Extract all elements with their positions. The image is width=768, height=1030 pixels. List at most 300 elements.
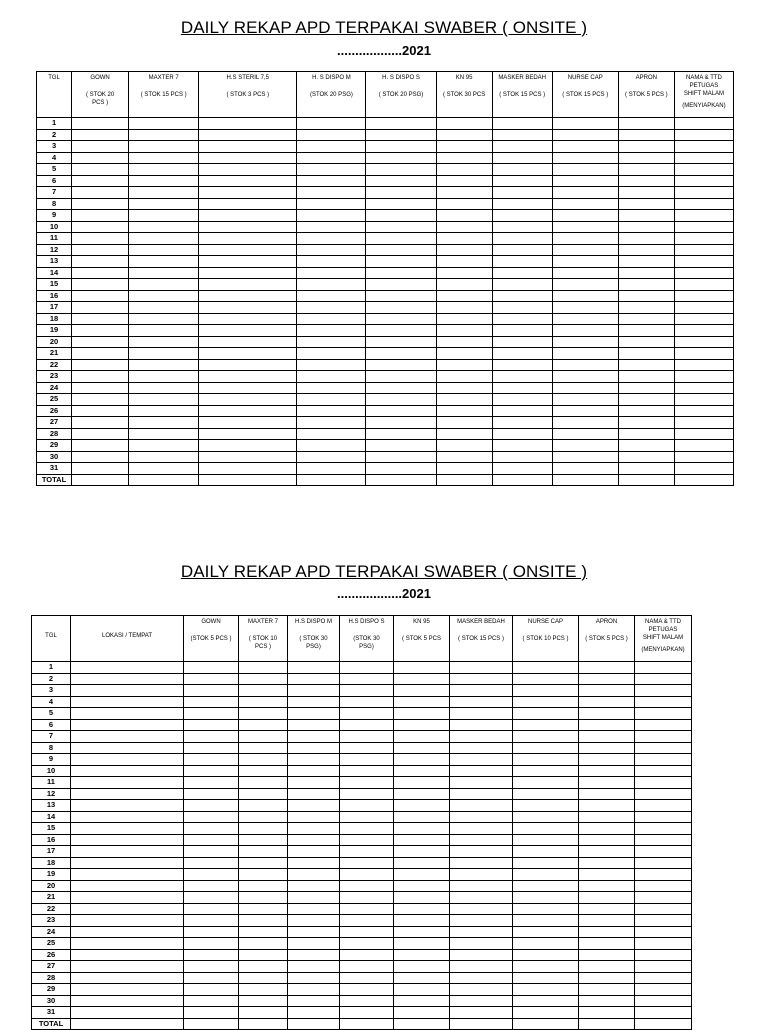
- entry-cell[interactable]: [239, 811, 288, 823]
- entry-cell[interactable]: [366, 244, 436, 256]
- entry-cell[interactable]: [579, 673, 635, 685]
- entry-cell[interactable]: [366, 198, 436, 210]
- entry-cell[interactable]: [297, 313, 366, 325]
- entry-cell[interactable]: [239, 926, 288, 938]
- entry-cell[interactable]: [72, 336, 129, 348]
- entry-cell[interactable]: [366, 313, 436, 325]
- entry-cell[interactable]: [394, 765, 450, 777]
- entry-cell[interactable]: [71, 984, 184, 996]
- entry-cell[interactable]: [674, 428, 733, 440]
- entry-cell[interactable]: [492, 428, 552, 440]
- entry-cell[interactable]: [366, 428, 436, 440]
- entry-cell[interactable]: [129, 451, 199, 463]
- entry-cell[interactable]: [450, 777, 513, 789]
- entry-cell[interactable]: [129, 440, 199, 452]
- entry-cell[interactable]: [513, 811, 579, 823]
- entry-cell[interactable]: [239, 788, 288, 800]
- entry-cell[interactable]: [635, 995, 692, 1007]
- entry-cell[interactable]: [579, 731, 635, 743]
- entry-cell[interactable]: [450, 869, 513, 881]
- entry-cell[interactable]: [436, 129, 492, 141]
- entry-cell[interactable]: [394, 788, 450, 800]
- entry-cell[interactable]: [340, 696, 394, 708]
- entry-cell[interactable]: [184, 961, 239, 973]
- entry-cell[interactable]: [239, 972, 288, 984]
- entry-cell[interactable]: [618, 129, 674, 141]
- entry-cell[interactable]: [288, 938, 340, 950]
- entry-cell[interactable]: [436, 187, 492, 199]
- entry-cell[interactable]: [340, 984, 394, 996]
- entry-cell[interactable]: [450, 811, 513, 823]
- entry-cell[interactable]: [184, 949, 239, 961]
- entry-cell[interactable]: [199, 440, 297, 452]
- entry-cell[interactable]: [513, 673, 579, 685]
- entry-cell[interactable]: [552, 371, 618, 383]
- entry-cell[interactable]: [72, 221, 129, 233]
- entry-cell[interactable]: [288, 662, 340, 674]
- entry-cell[interactable]: [674, 451, 733, 463]
- entry-cell[interactable]: [492, 129, 552, 141]
- entry-cell[interactable]: [635, 823, 692, 835]
- entry-cell[interactable]: [552, 164, 618, 176]
- entry-cell[interactable]: [635, 938, 692, 950]
- entry-cell[interactable]: [184, 662, 239, 674]
- entry-cell[interactable]: [129, 118, 199, 130]
- entry-cell[interactable]: [618, 267, 674, 279]
- entry-cell[interactable]: [618, 474, 674, 486]
- entry-cell[interactable]: [72, 141, 129, 153]
- entry-cell[interactable]: [552, 118, 618, 130]
- entry-cell[interactable]: [199, 371, 297, 383]
- entry-cell[interactable]: [618, 244, 674, 256]
- entry-cell[interactable]: [552, 474, 618, 486]
- entry-cell[interactable]: [674, 440, 733, 452]
- entry-cell[interactable]: [199, 325, 297, 337]
- entry-cell[interactable]: [450, 995, 513, 1007]
- entry-cell[interactable]: [618, 313, 674, 325]
- entry-cell[interactable]: [71, 754, 184, 766]
- entry-cell[interactable]: [394, 892, 450, 904]
- entry-cell[interactable]: [297, 382, 366, 394]
- entry-cell[interactable]: [394, 811, 450, 823]
- entry-cell[interactable]: [239, 662, 288, 674]
- entry-cell[interactable]: [129, 267, 199, 279]
- entry-cell[interactable]: [394, 742, 450, 754]
- entry-cell[interactable]: [199, 141, 297, 153]
- entry-cell[interactable]: [297, 394, 366, 406]
- entry-cell[interactable]: [129, 348, 199, 360]
- entry-cell[interactable]: [288, 811, 340, 823]
- entry-cell[interactable]: [635, 869, 692, 881]
- entry-cell[interactable]: [184, 811, 239, 823]
- entry-cell[interactable]: [436, 164, 492, 176]
- entry-cell[interactable]: [674, 302, 733, 314]
- entry-cell[interactable]: [71, 1007, 184, 1019]
- entry-cell[interactable]: [297, 359, 366, 371]
- entry-cell[interactable]: [394, 926, 450, 938]
- entry-cell[interactable]: [288, 754, 340, 766]
- entry-cell[interactable]: [618, 440, 674, 452]
- entry-cell[interactable]: [72, 394, 129, 406]
- entry-cell[interactable]: [239, 869, 288, 881]
- entry-cell[interactable]: [635, 1007, 692, 1019]
- entry-cell[interactable]: [552, 348, 618, 360]
- entry-cell[interactable]: [199, 198, 297, 210]
- entry-cell[interactable]: [72, 279, 129, 291]
- entry-cell[interactable]: [513, 846, 579, 858]
- entry-cell[interactable]: [199, 336, 297, 348]
- entry-cell[interactable]: [552, 428, 618, 440]
- entry-cell[interactable]: [340, 869, 394, 881]
- entry-cell[interactable]: [184, 719, 239, 731]
- entry-cell[interactable]: [288, 857, 340, 869]
- entry-cell[interactable]: [513, 926, 579, 938]
- entry-cell[interactable]: [297, 451, 366, 463]
- entry-cell[interactable]: [552, 336, 618, 348]
- entry-cell[interactable]: [394, 949, 450, 961]
- entry-cell[interactable]: [366, 118, 436, 130]
- entry-cell[interactable]: [366, 474, 436, 486]
- entry-cell[interactable]: [129, 244, 199, 256]
- entry-cell[interactable]: [72, 405, 129, 417]
- entry-cell[interactable]: [340, 915, 394, 927]
- entry-cell[interactable]: [129, 290, 199, 302]
- entry-cell[interactable]: [72, 417, 129, 429]
- entry-cell[interactable]: [72, 302, 129, 314]
- entry-cell[interactable]: [552, 198, 618, 210]
- entry-cell[interactable]: [450, 834, 513, 846]
- entry-cell[interactable]: [366, 267, 436, 279]
- entry-cell[interactable]: [340, 995, 394, 1007]
- entry-cell[interactable]: [184, 685, 239, 697]
- entry-cell[interactable]: [366, 279, 436, 291]
- entry-cell[interactable]: [288, 915, 340, 927]
- entry-cell[interactable]: [618, 348, 674, 360]
- entry-cell[interactable]: [618, 451, 674, 463]
- entry-cell[interactable]: [129, 325, 199, 337]
- entry-cell[interactable]: [635, 765, 692, 777]
- entry-cell[interactable]: [239, 708, 288, 720]
- entry-cell[interactable]: [71, 811, 184, 823]
- entry-cell[interactable]: [492, 198, 552, 210]
- entry-cell[interactable]: [72, 359, 129, 371]
- entry-cell[interactable]: [71, 903, 184, 915]
- entry-cell[interactable]: [513, 915, 579, 927]
- entry-cell[interactable]: [366, 417, 436, 429]
- entry-cell[interactable]: [674, 359, 733, 371]
- entry-cell[interactable]: [492, 141, 552, 153]
- entry-cell[interactable]: [513, 834, 579, 846]
- entry-cell[interactable]: [450, 685, 513, 697]
- entry-cell[interactable]: [635, 811, 692, 823]
- entry-cell[interactable]: [71, 696, 184, 708]
- entry-cell[interactable]: [199, 313, 297, 325]
- entry-cell[interactable]: [199, 164, 297, 176]
- entry-cell[interactable]: [635, 846, 692, 858]
- entry-cell[interactable]: [129, 210, 199, 222]
- entry-cell[interactable]: [674, 118, 733, 130]
- entry-cell[interactable]: [366, 175, 436, 187]
- entry-cell[interactable]: [129, 428, 199, 440]
- entry-cell[interactable]: [394, 719, 450, 731]
- entry-cell[interactable]: [184, 731, 239, 743]
- entry-cell[interactable]: [674, 233, 733, 245]
- entry-cell[interactable]: [394, 834, 450, 846]
- entry-cell[interactable]: [129, 175, 199, 187]
- entry-cell[interactable]: [72, 256, 129, 268]
- entry-cell[interactable]: [552, 152, 618, 164]
- entry-cell[interactable]: [436, 210, 492, 222]
- entry-cell[interactable]: [297, 440, 366, 452]
- entry-cell[interactable]: [199, 279, 297, 291]
- entry-cell[interactable]: [394, 1007, 450, 1019]
- entry-cell[interactable]: [129, 336, 199, 348]
- entry-cell[interactable]: [71, 926, 184, 938]
- entry-cell[interactable]: [450, 926, 513, 938]
- entry-cell[interactable]: [340, 972, 394, 984]
- entry-cell[interactable]: [579, 811, 635, 823]
- entry-cell[interactable]: [184, 788, 239, 800]
- entry-cell[interactable]: [674, 221, 733, 233]
- entry-cell[interactable]: [436, 221, 492, 233]
- entry-cell[interactable]: [71, 892, 184, 904]
- entry-cell[interactable]: [394, 662, 450, 674]
- entry-cell[interactable]: [239, 834, 288, 846]
- entry-cell[interactable]: [297, 279, 366, 291]
- entry-cell[interactable]: [366, 336, 436, 348]
- entry-cell[interactable]: [513, 857, 579, 869]
- entry-cell[interactable]: [366, 221, 436, 233]
- entry-cell[interactable]: [297, 152, 366, 164]
- entry-cell[interactable]: [366, 440, 436, 452]
- entry-cell[interactable]: [340, 800, 394, 812]
- entry-cell[interactable]: [199, 451, 297, 463]
- entry-cell[interactable]: [297, 405, 366, 417]
- entry-cell[interactable]: [618, 325, 674, 337]
- entry-cell[interactable]: [450, 1007, 513, 1019]
- entry-cell[interactable]: [674, 382, 733, 394]
- entry-cell[interactable]: [129, 129, 199, 141]
- entry-cell[interactable]: [674, 210, 733, 222]
- entry-cell[interactable]: [297, 244, 366, 256]
- entry-cell[interactable]: [674, 187, 733, 199]
- entry-cell[interactable]: [297, 129, 366, 141]
- entry-cell[interactable]: [199, 394, 297, 406]
- entry-cell[interactable]: [340, 949, 394, 961]
- entry-cell[interactable]: [340, 926, 394, 938]
- entry-cell[interactable]: [618, 164, 674, 176]
- entry-cell[interactable]: [552, 451, 618, 463]
- entry-cell[interactable]: [129, 302, 199, 314]
- entry-cell[interactable]: [184, 938, 239, 950]
- entry-cell[interactable]: [492, 348, 552, 360]
- entry-cell[interactable]: [492, 313, 552, 325]
- entry-cell[interactable]: [618, 359, 674, 371]
- entry-cell[interactable]: [579, 857, 635, 869]
- entry-cell[interactable]: [513, 869, 579, 881]
- entry-cell[interactable]: [513, 823, 579, 835]
- entry-cell[interactable]: [394, 777, 450, 789]
- entry-cell[interactable]: [492, 417, 552, 429]
- entry-cell[interactable]: [129, 394, 199, 406]
- entry-cell[interactable]: [184, 708, 239, 720]
- entry-cell[interactable]: [579, 938, 635, 950]
- entry-cell[interactable]: [436, 302, 492, 314]
- entry-cell[interactable]: [552, 233, 618, 245]
- entry-cell[interactable]: [288, 685, 340, 697]
- entry-cell[interactable]: [492, 152, 552, 164]
- entry-cell[interactable]: [436, 233, 492, 245]
- entry-cell[interactable]: [394, 880, 450, 892]
- entry-cell[interactable]: [492, 290, 552, 302]
- entry-cell[interactable]: [340, 765, 394, 777]
- entry-cell[interactable]: [436, 417, 492, 429]
- entry-cell[interactable]: [297, 371, 366, 383]
- entry-cell[interactable]: [450, 846, 513, 858]
- entry-cell[interactable]: [366, 152, 436, 164]
- entry-cell[interactable]: [288, 995, 340, 1007]
- entry-cell[interactable]: [635, 984, 692, 996]
- entry-cell[interactable]: [199, 382, 297, 394]
- entry-cell[interactable]: [436, 428, 492, 440]
- entry-cell[interactable]: [366, 210, 436, 222]
- entry-cell[interactable]: [579, 926, 635, 938]
- entry-cell[interactable]: [492, 371, 552, 383]
- entry-cell[interactable]: [129, 371, 199, 383]
- entry-cell[interactable]: [129, 187, 199, 199]
- entry-cell[interactable]: [366, 382, 436, 394]
- entry-cell[interactable]: [184, 915, 239, 927]
- entry-cell[interactable]: [635, 972, 692, 984]
- entry-cell[interactable]: [297, 210, 366, 222]
- entry-cell[interactable]: [366, 451, 436, 463]
- entry-cell[interactable]: [72, 371, 129, 383]
- entry-cell[interactable]: [366, 371, 436, 383]
- entry-cell[interactable]: [72, 428, 129, 440]
- entry-cell[interactable]: [71, 846, 184, 858]
- entry-cell[interactable]: [552, 221, 618, 233]
- entry-cell[interactable]: [184, 777, 239, 789]
- entry-cell[interactable]: [635, 903, 692, 915]
- entry-cell[interactable]: [394, 685, 450, 697]
- entry-cell[interactable]: [674, 152, 733, 164]
- entry-cell[interactable]: [635, 731, 692, 743]
- entry-cell[interactable]: [129, 141, 199, 153]
- entry-cell[interactable]: [184, 834, 239, 846]
- entry-cell[interactable]: [450, 765, 513, 777]
- entry-cell[interactable]: [72, 175, 129, 187]
- entry-cell[interactable]: [199, 256, 297, 268]
- entry-cell[interactable]: [366, 348, 436, 360]
- entry-cell[interactable]: [635, 742, 692, 754]
- entry-cell[interactable]: [579, 788, 635, 800]
- entry-cell[interactable]: [394, 800, 450, 812]
- entry-cell[interactable]: [340, 777, 394, 789]
- entry-cell[interactable]: [239, 742, 288, 754]
- entry-cell[interactable]: [492, 118, 552, 130]
- entry-cell[interactable]: [552, 279, 618, 291]
- entry-cell[interactable]: [618, 279, 674, 291]
- entry-cell[interactable]: [288, 719, 340, 731]
- entry-cell[interactable]: [674, 267, 733, 279]
- entry-cell[interactable]: [492, 302, 552, 314]
- entry-cell[interactable]: [618, 371, 674, 383]
- entry-cell[interactable]: [450, 984, 513, 996]
- entry-cell[interactable]: [340, 961, 394, 973]
- entry-cell[interactable]: [184, 823, 239, 835]
- entry-cell[interactable]: [199, 290, 297, 302]
- entry-cell[interactable]: [513, 742, 579, 754]
- entry-cell[interactable]: [579, 984, 635, 996]
- entry-cell[interactable]: [635, 926, 692, 938]
- entry-cell[interactable]: [394, 915, 450, 927]
- entry-cell[interactable]: [674, 164, 733, 176]
- entry-cell[interactable]: [513, 1007, 579, 1019]
- entry-cell[interactable]: [340, 662, 394, 674]
- entry-cell[interactable]: [184, 846, 239, 858]
- entry-cell[interactable]: [674, 279, 733, 291]
- entry-cell[interactable]: [239, 777, 288, 789]
- entry-cell[interactable]: [436, 359, 492, 371]
- entry-cell[interactable]: [450, 708, 513, 720]
- entry-cell[interactable]: [394, 708, 450, 720]
- entry-cell[interactable]: [394, 984, 450, 996]
- entry-cell[interactable]: [513, 961, 579, 973]
- entry-cell[interactable]: [579, 742, 635, 754]
- entry-cell[interactable]: [366, 290, 436, 302]
- entry-cell[interactable]: [288, 926, 340, 938]
- entry-cell[interactable]: [436, 279, 492, 291]
- entry-cell[interactable]: [450, 961, 513, 973]
- entry-cell[interactable]: [239, 685, 288, 697]
- entry-cell[interactable]: [394, 995, 450, 1007]
- entry-cell[interactable]: [297, 118, 366, 130]
- entry-cell[interactable]: [199, 428, 297, 440]
- entry-cell[interactable]: [450, 892, 513, 904]
- entry-cell[interactable]: [239, 719, 288, 731]
- entry-cell[interactable]: [552, 210, 618, 222]
- entry-cell[interactable]: [340, 846, 394, 858]
- entry-cell[interactable]: [71, 662, 184, 674]
- entry-cell[interactable]: [436, 175, 492, 187]
- entry-cell[interactable]: [674, 371, 733, 383]
- entry-cell[interactable]: [288, 708, 340, 720]
- entry-cell[interactable]: [199, 152, 297, 164]
- entry-cell[interactable]: [129, 233, 199, 245]
- entry-cell[interactable]: [184, 972, 239, 984]
- entry-cell[interactable]: [394, 903, 450, 915]
- entry-cell[interactable]: [635, 961, 692, 973]
- entry-cell[interactable]: [513, 880, 579, 892]
- entry-cell[interactable]: [674, 474, 733, 486]
- entry-cell[interactable]: [72, 164, 129, 176]
- entry-cell[interactable]: [71, 788, 184, 800]
- entry-cell[interactable]: [618, 256, 674, 268]
- entry-cell[interactable]: [239, 949, 288, 961]
- entry-cell[interactable]: [71, 708, 184, 720]
- entry-cell[interactable]: [340, 857, 394, 869]
- entry-cell[interactable]: [72, 244, 129, 256]
- entry-cell[interactable]: [552, 440, 618, 452]
- entry-cell[interactable]: [635, 673, 692, 685]
- entry-cell[interactable]: [340, 685, 394, 697]
- entry-cell[interactable]: [239, 1007, 288, 1019]
- entry-cell[interactable]: [340, 754, 394, 766]
- entry-cell[interactable]: [184, 696, 239, 708]
- entry-cell[interactable]: [436, 290, 492, 302]
- entry-cell[interactable]: [72, 325, 129, 337]
- entry-cell[interactable]: [71, 949, 184, 961]
